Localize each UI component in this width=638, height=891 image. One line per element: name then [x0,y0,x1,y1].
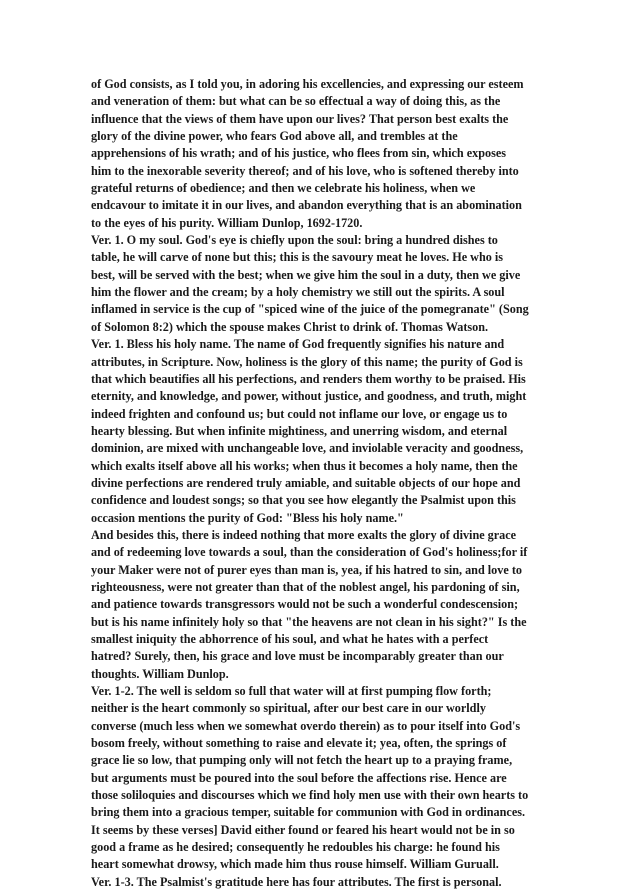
text-line: hearty blessing. But when infinite mightiness, and unerring wisdom, and eternal [91,423,508,438]
text-line: of God consists, as I told you, in adoring his excellencies, and expressing our esteem [91,77,524,91]
text-line: smallest iniquity the abhorrence of his soul, and what he hates with a perfect [91,632,489,646]
text-line: Ver. 1-3. The Psalmist's gratitude here has four attributes. The first is personal. [91,874,502,889]
text-line: divine perfections are rendered truly amiable, and suitable objects of our hope and [91,475,521,490]
text-line: grace lie so low, that pumping only will not fetch the heart up to a praying frame, [91,753,513,768]
text-line: inflamed in service is the cup of "spiced wine of the juice of the pomegranate" (Song [91,302,529,317]
text-line: righteousness, were not greater than that of the noblest angel, his pardoning of sin, [91,579,520,594]
text-line: and veneration of them: but what can be so effectual a way of doing this, as the [91,94,501,109]
text-line: but is his name infinitely holy so that "the heavens are not clean in his sight?" Is the [91,614,527,629]
text-line: best, will be served with the best; when we give him the soul in a duty, then we give [91,267,521,282]
text-line: Ver. 1. Bless his holy name. The name of God frequently signifies his nature and [91,337,505,352]
text-line: attributes, in Scripture. Now, holiness is the glory of this name; the purity of God is [91,354,523,369]
text-line: to the eyes of his purity. William Dunlop, 1692-1720. [91,215,363,230]
text-line: heart somewhat drowsy, which made him thus rouse himself. William Guruall. [91,857,499,872]
text-line: Ver. 1. O my soul. God's eye is chiefly upon the soul: bring a hundred dishes to [91,233,498,248]
text-line: hatred? Surely, then, his grace and love must be incomparably greater than our [91,649,504,664]
text-line: bring them into a gracious temper, suitable for communion with God in ordinances. [91,805,526,820]
text-line: that which beautifies all his perfections, and renders them worthy to be praised. His [91,371,526,386]
text-line: of Solomon 8:2) which the spouse makes Christ to drink of. Thomas Watson. [91,319,489,334]
text-line: confidence and loudest songs; so that you see how elegantly the Psalmist upon this [91,493,516,508]
text-line: converse (much less when we somewhat overdo therein) as to pour itself into God's [91,718,521,733]
body-text [91,76,561,891]
text-line: and of redeeming love towards a soul, than the consideration of God's holiness;for if [91,545,528,560]
text-line: Ver. 1-2. The well is seldom so full that water will at first pumping flow forth; [91,684,492,699]
text-line: glory of the divine power, who fears God above all, and trembles at the [91,129,458,144]
text-line: but arguments must be poured into the soul before the affections rise. Hence are [91,770,507,785]
text-line: your Maker were not of purer eyes than man is, yea, if his hatred to sin, and love to [91,562,522,577]
text-line: grateful returns of obedience; and then we celebrate his holiness, when we [91,181,476,196]
text-line: table, he will carve of none but this; this is the savoury meat he loves. He who is [91,250,503,265]
text-line: And besides this, there is indeed nothing that more exalts the glory of divine grace [91,527,517,542]
text-line: influence that the views of them have upon our lives? That person best exalts the [91,111,509,126]
text-line: bosom freely, without something to raise and elevate it; yea, often, the springs of [91,736,507,751]
text-line: dominion, are mixed with unchangeable love, and inviolable veracity and goodness, [91,441,524,456]
text-line: apprehensions of his wrath; and of his justice, who flees from sin, which exposes [91,146,506,161]
text-line: which exalts itself above all his works; when thus it becomes a holy name, then the [91,458,518,473]
text-line: him to the inexorable severity thereof; and of his love, who is softened thereby into [91,163,519,178]
text-line: him the flower and the cream; by a holy chemistry we still out the spirits. A soul [91,285,505,300]
text-line: eternity, and knowledge, and power, without justice, and goodness, and truth, might [91,389,527,404]
text-line: It seems by these verses] David either found or feared his heart would not be in so [91,822,515,837]
text-line: indeed frighten and confound us; but could not inflame our love, or engage us to [91,406,508,421]
text-line: endcavour to imitate it in our lives, and abandon everything that is an abomination [91,198,522,213]
text-line: thoughts. William Dunlop. [91,666,229,681]
text-line: neither is the heart commonly so spiritual, after our best care in our worldly [91,701,486,716]
text-line: those soliloquies and discourses which we find holy men use with their own hearts to [91,788,529,803]
text-line: and patience towards transgressors would not be such a wonderful condescension; [91,597,519,612]
text-line: good a frame as he desired; consequently he redoubles his charge: he found his [91,840,500,855]
text-line: occasion mentions the purity of God: "Bless his holy name." [91,510,404,525]
